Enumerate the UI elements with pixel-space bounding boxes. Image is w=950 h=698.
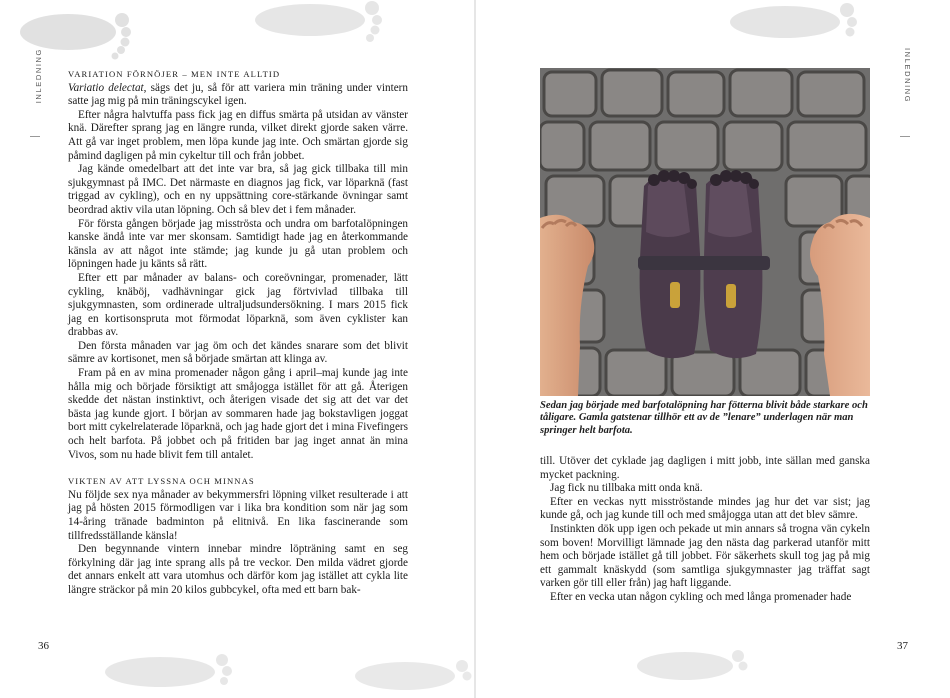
section-heading: VARIATION FÖRNÖJER – MEN INTE ALLTID [68,69,281,79]
running-head-rule [900,136,910,137]
footprint-icon [715,0,865,52]
section-gap [68,462,408,475]
running-head: INLEDNING [34,48,43,104]
right-text-column [540,455,870,605]
paragraph: Jag fick nu tillbaka mitt onda knä. [550,482,703,495]
latin-phrase: Variatio delectat [68,81,144,94]
shoe-accent [726,284,736,308]
page-number: 36 [38,640,49,652]
footprint-icon [340,650,475,698]
footprint-icon [625,640,755,690]
photo-barefoot-shoes [540,68,870,396]
paragraph: Den första månaden var jag öm och det kändes snarare som det blivit sämre av kortisonet, men så började smärtan att klinga av. [68,339,408,366]
page-number: 37 [897,640,908,652]
paragraph: Efter en vecka utan någon cykling och med långa promenader hade [550,590,852,603]
paragraph: Nu följde sex nya månader av bekymmersfri löpning vilket resulterade i att jag på hösten 2015 förmodligen var i lika bra kondition som när jag som 14-åring tränade badminton på elitnivå. En lika fascinerande som tillfredsställande känsla! [68,488,408,542]
footprint-icon [8,0,138,64]
paragraph: Fram på en av mina promenader någon gång i april–maj kunde jag inte hålla mig och började försiktigt att småjogga istället för att gå. Återigen skedde det nästan instinktivt, och återigen visade det sig att det var det bästa jag kunde gjort. I början av sommaren hade jag bokstavligen joggat bort mitt cykelrelaterade löparknä, och jag hade gjort det i mina Fivefingers och helt barfota. På jobbet och på fritiden bar jag inget annat än mina Vivos, som nu hade blivit fem till antalet. [68,367,408,461]
running-head-rule [30,136,40,137]
paragraph: För första gången började jag misströsta och undra om barfotalöpningen kanske ändå inte var mer skonsam. Samtidigt hade jag en återkommande känsla av att något inte stämde; jag kunde ju gå utan problem och löpningen hade ju känts så rätt. [68,217,408,271]
paragraph: Efter några halvtuffa pass fick jag en diffus smärta på utsidan av vänster knä. Därefter sprang jag en längre runda, vilket direkt gjorde saken värre. Att gå var inget problem, men löpa kunde jag inte. Och smärtan gjorde sig påmind dagligen på min cykeltur till och från jobbet. [68,108,408,162]
footprint-icon [240,0,390,50]
paragraph: Den begynnande vintern innebar mindre löpträning samt en seg förkylning där jag inte sprang alls på tre veckor. Den milda vädret gjorde det annars enkelt att vara utomhus och därför kom jag istället att cykla lite längre sträckor på min 20 kilos gubbcykel, ofta med ett barn bak- [68,543,408,596]
shoe-accent [670,282,680,308]
photo-caption: Sedan jag började med barfotalöpning har fötterna blivit både starkare och tåligare. Gamla gatstenar tillhör ett av de ”lenare” underlagen när man springer helt barfota. [540,400,868,436]
paragraph: Efter ett par månader av balans- och coreövningar, promenader, lätt cykling, knäböj, vadhävningar gick jag förtvivlad tillbaka till sjukgymnasten, som ordinerade ultraljudsundersökning. I mars 2015 fick jag en kortisonspruta mot förmodat löparknä, som även cyklister kan drabbas av. [68,271,408,339]
paragraph: Jag kände omedelbart att det inte var bra, så jag gick tillbaka till min sjukgymnast på IMC. Det närmaste en diagnos jag fick, var löparknä (fast triggad av cykling), och en ny uppsättning core-stärkande övningar samt beordrad aktiv vila utan löpning. Och så blev det i fem månader. [68,163,408,216]
paragraph: Efter en veckas nytt misströstande mindes jag hur det var sist; jag kunde gå, och jag kunde till och med småjogga utan att det blev sämre. [540,495,870,522]
left-text-column [68,68,408,598]
section-heading: VIKTEN AV ATT LYSSNA OCH MINNAS [68,476,255,487]
running-head: INLEDNING [903,48,912,104]
paragraph: Instinkten dök upp igen och pekade ut min annars så trogna vän cykeln som boven! Morvilligt lämnade jag den nästa dag parkerad utanför mitt hem och började istället gå till jobbet. För säkerhets skull tog jag på mig ett gammalt knäskydd (som samtliga sjukgymnaster jag träffat sagt varken gör till eller från) jag haft liggande. [540,522,870,590]
paragraph: till. Utöver det cyklade jag dagligen i mitt jobb, inte sällan med ganska mycket packning. [540,455,870,481]
footprint-icon [90,640,240,698]
cobblestone-photo [540,68,870,396]
paragraph [68,82,408,109]
paragraph-text: , sägs det ju, så för att variera min träning under vintern satte jag mig på min träningscykel igen. [68,81,408,108]
strap [638,256,770,270]
